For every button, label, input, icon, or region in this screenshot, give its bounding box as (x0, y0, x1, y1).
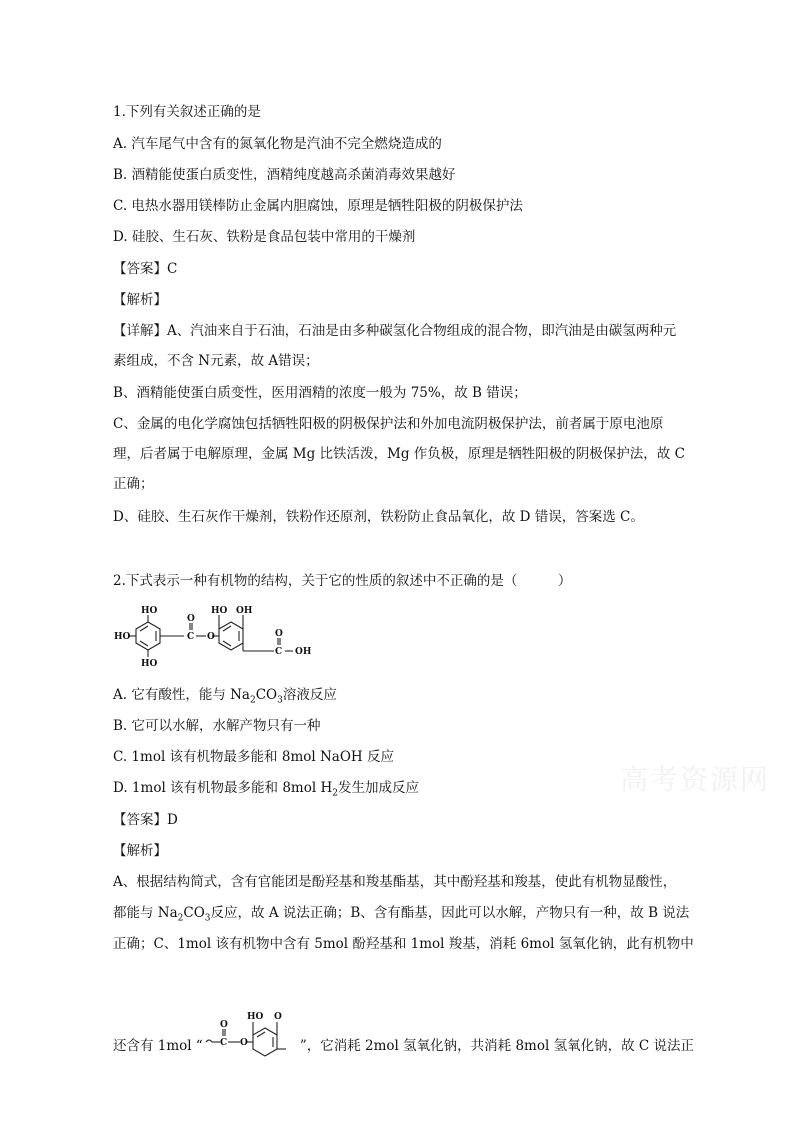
q2-option-d: D. 1mol 该有机物最多能和 8mol $H_2$发生加成反应 (113, 780, 419, 799)
q2-analysis-line-2: 都能与 $Na_2CO_3$反应，故 A 说法正确；B、含有酯基，因此可以水解，产物只有一种，故 B 说法 (113, 905, 690, 924)
q1-option-a: A. 汽车尾气中含有的氮氧化物是汽油不完全燃烧造成的 (113, 136, 442, 152)
structure-ester-o-double: O (187, 614, 195, 624)
q2-analysis-line-4: 还含有 1mol “ HO O C O O ”，它消耗 2mol 氢氧化钠，共消耗 8mol 氢氧化钠，故 C 说法正 (113, 1010, 694, 1058)
structure-acid-o-double: O (275, 629, 283, 639)
q1-stem: 1.下列有关叙述正确的是 (113, 104, 261, 120)
structure-ester-c: C (187, 632, 195, 642)
q1-analysis-label: 【解析】 (113, 292, 167, 308)
q2-analysis-line-1: A、根据结构简式，含有官能团是酚羟基和羧基酯基，其中酚羟基和羧基，使此有机物显酸性， (113, 874, 677, 890)
q1-detail-a: 【详解】A、汽油来自于石油，石油是由多种碳氢化合物组成的混合物，即汽油是由碳氢两种元素组成，不含 N元素，故 A错误； (113, 323, 677, 369)
structure-ho-3: HO (141, 659, 158, 669)
fragment-o-top: O (273, 1012, 282, 1022)
structure-acid-oh: OH (295, 647, 312, 657)
q1-answer: 【答案】C (113, 261, 178, 277)
q2-option-c: C. 1mol 该有机物最多能和 8mol NaOH 反应 (113, 749, 394, 765)
q1-option-d: D. 硅胶、生石灰、铁粉是食品包装中常用的干燥剂 (113, 229, 416, 245)
structure-oh-5: OH (236, 606, 253, 616)
fragment-o-double: O (219, 1020, 228, 1030)
q2-stem: 2.下式表示一种有机物的结构，关于它的性质的叙述中不正确的是（ ） (113, 573, 572, 589)
q2-option-b: B. 它可以水解，水解产物只有一种 (113, 718, 321, 734)
q2-analysis-line-3: 正确；C、1mol 该有机物中含有 5mol 酚羟基和 1mol 羧基，消耗 6mol 氢氧化钠，此有机物中 (113, 936, 694, 952)
q1-detail-c: C、金属的电化学腐蚀包括牺牲阳极的阴极保护法和外加电流阴极保护法，前者属于原电池原理，后者属于电解原理，金属 Mg 比铁活泼，Mg 作负极，原理是牺牲阳极的阴极保护法，故 C 正确； (113, 416, 685, 492)
q1-option-b: B. 酒精能使蛋白质变性，酒精纯度越高杀菌消毒效果越好 (113, 167, 456, 183)
structure-ho-1: HO (141, 606, 158, 616)
q2-answer: 【答案】D (113, 812, 178, 828)
structure-ester-o: O (207, 632, 215, 642)
structural-formula (110, 602, 325, 672)
q2-option-a: A. 它有酸性，能与 $Na_2CO_3$溶液反应 (113, 687, 337, 706)
fragment-c: C (219, 1038, 227, 1048)
fragment-ho: HO (246, 1012, 264, 1022)
fragment-o-link: O (239, 1038, 248, 1048)
structure-ho-4: HO (211, 606, 228, 616)
structure-ho-2: HO (114, 632, 131, 642)
ester-fragment (204, 1010, 299, 1058)
q1-option-c: C. 电热水器用镁棒防止金属内胆腐蚀，原理是牺牲阳极的阴极保护法 (113, 198, 523, 214)
watermark: 高考资源网 (620, 763, 771, 796)
q1-detail-b: B、酒精能使蛋白质变性，医用酒精的浓度一般为 75%，故 B 错误； (113, 385, 527, 401)
q1-detail-d: D、硅胶、生石灰作干燥剂，铁粉作还原剂，铁粉防止食品氧化，故 D 错误，答案选 C。 (113, 509, 644, 525)
structure-acid-c: C (275, 647, 283, 657)
q2-analysis-label: 【解析】 (113, 843, 167, 859)
